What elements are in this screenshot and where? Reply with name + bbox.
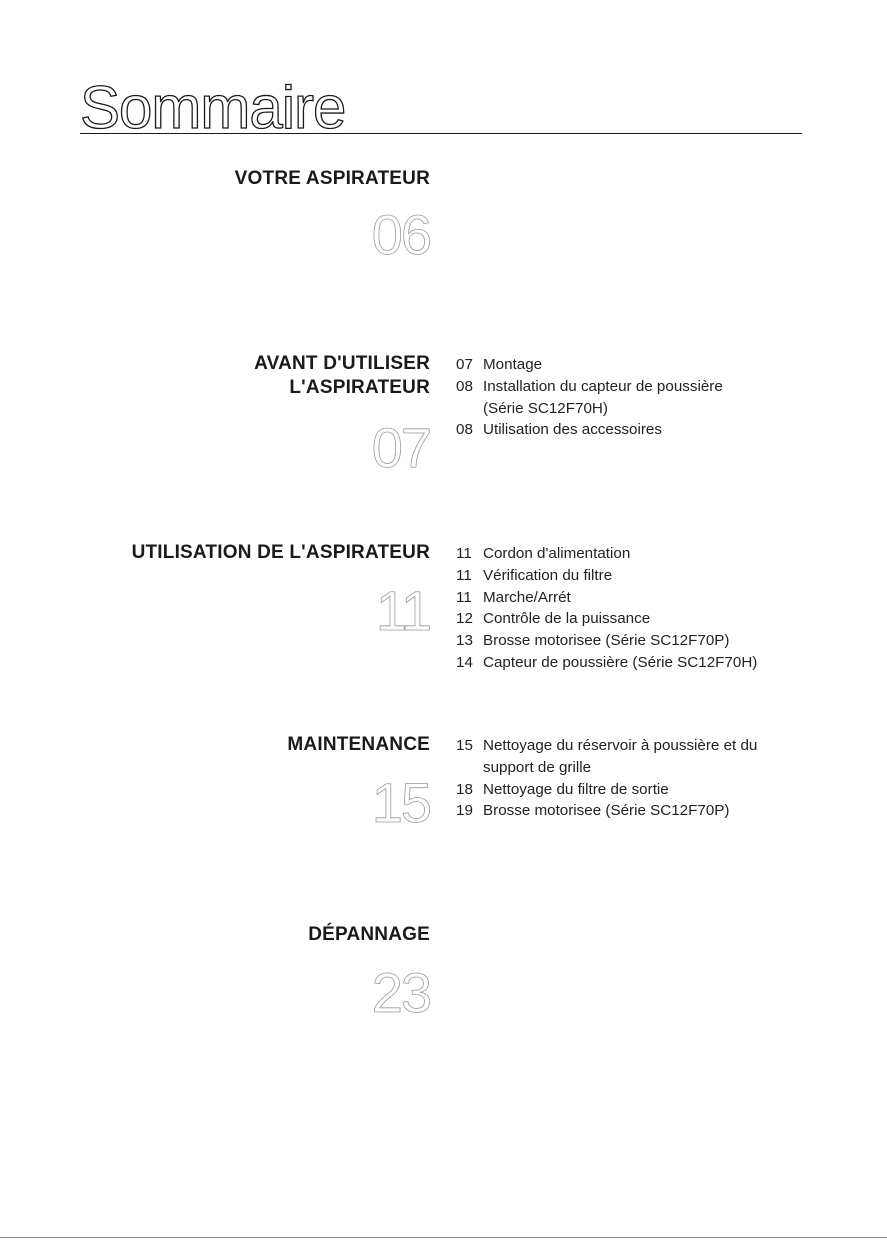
section-page-number: 15 (371, 771, 430, 834)
section-heading-line: MAINTENANCE (287, 734, 430, 755)
toc-entry-page: 18 (456, 780, 473, 798)
toc-entry[interactable] (456, 652, 806, 674)
toc-entry-text: Contrôle de la puissance (483, 610, 651, 628)
section-heading (235, 167, 430, 191)
toc-entry-page: 12 (456, 610, 473, 628)
toc-entry-list (456, 543, 806, 674)
toc-entry-page: 11 (456, 566, 472, 584)
toc-entry-text: Utilisation des accessoires (483, 421, 662, 439)
toc-entry[interactable] (456, 376, 806, 420)
toc-entry[interactable] (456, 543, 806, 565)
toc-entry-list (456, 735, 806, 822)
toc-entry-text: Installation du capteur de poussière (483, 377, 723, 395)
section-heading (308, 923, 430, 947)
section-heading-line: DÉPANNAGE (308, 924, 430, 945)
section-heading-line: VOTRE ASPIRATEUR (234, 168, 430, 189)
toc-entry-page: 07 (456, 356, 473, 373)
toc-entry-list (456, 354, 806, 441)
toc-entry-text: Nettoyage du filtre de sortie (483, 780, 669, 798)
section-heading (254, 352, 430, 400)
section-page-number: 11 (375, 579, 430, 642)
section-page-number: 07 (371, 416, 430, 479)
section-heading (287, 733, 430, 757)
toc-entry[interactable] (456, 608, 806, 630)
section-page-number: 06 (371, 203, 430, 266)
toc-entry-page: 19 (456, 802, 473, 820)
toc-entry-text: Cordon d'alimentation (483, 545, 631, 562)
title-rule (80, 133, 802, 134)
section-heading-line: L'ASPIRATEUR (289, 377, 430, 398)
toc-entry-page: 13 (456, 632, 473, 650)
section-page-number: 23 (371, 961, 430, 1024)
toc-entry-text: Capteur de poussière (Série SC12F70H) (483, 653, 758, 671)
toc-entry-page: 15 (456, 737, 473, 754)
toc-entry[interactable] (456, 630, 806, 652)
toc-entry-text: Marche/Arrét (483, 588, 571, 606)
bottom-rule (0, 1237, 887, 1238)
toc-entry-page: 14 (456, 653, 473, 671)
toc-entry-text: Vérification du filtre (483, 566, 613, 584)
section-heading-line: UTILISATION DE L'ASPIRATEUR (131, 542, 430, 563)
toc-entry-subtext: support de grille (483, 758, 592, 776)
page-title: Sommaire (80, 74, 346, 141)
toc-entry-text: Montage (483, 356, 543, 373)
toc-entry-page: 08 (456, 421, 473, 439)
toc-entry-text: Nettoyage du réservoir à poussière et du (483, 737, 758, 754)
toc-entry-subtext: (Série SC12F70H) (483, 399, 608, 417)
section-heading (132, 541, 430, 565)
toc-entry[interactable] (456, 565, 806, 587)
toc-entry[interactable] (456, 587, 806, 609)
toc-entry[interactable] (456, 779, 806, 801)
toc-entry-text: Brosse motorisee (Série SC12F70P) (483, 802, 730, 820)
toc-entry-page: 11 (456, 545, 472, 562)
toc-entry[interactable] (456, 354, 806, 376)
toc-entry[interactable] (456, 735, 806, 779)
toc-entry[interactable] (456, 419, 806, 441)
toc-entry-page: 11 (456, 588, 472, 606)
toc-entry-page: 08 (456, 377, 473, 395)
section-heading-line: AVANT D'UTILISER (254, 353, 430, 374)
toc-entry-text: Brosse motorisee (Série SC12F70P) (483, 632, 730, 650)
toc-entry[interactable] (456, 800, 806, 822)
